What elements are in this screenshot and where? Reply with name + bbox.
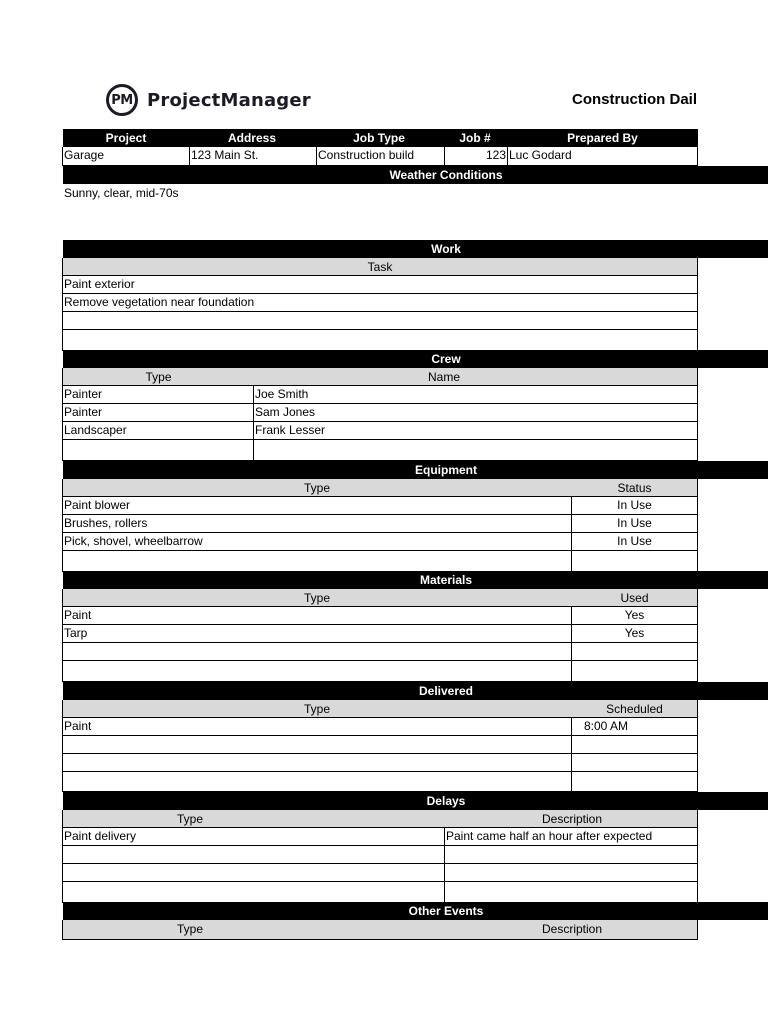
table-row — [62, 533, 698, 551]
weather-text: Sunny, clear, mid-70s — [64, 186, 179, 200]
work-col-task: Task — [367, 260, 393, 274]
delivered-type-cell — [63, 754, 569, 771]
equipment-type-cell — [63, 551, 569, 568]
other-events-heading: Other Events — [408, 904, 484, 918]
delivered-col-scheduled: Scheduled — [606, 702, 663, 716]
table-row — [62, 864, 698, 882]
task-cell — [63, 312, 694, 329]
divider — [571, 772, 572, 792]
divider — [571, 754, 572, 772]
delivered-type-cell — [63, 736, 569, 753]
divider — [571, 718, 572, 736]
equipment-type-cell: Brushes, rollers — [64, 516, 148, 530]
table-row — [62, 661, 698, 682]
crew-heading: Crew — [431, 352, 461, 366]
table-row — [62, 276, 698, 294]
table-row — [62, 515, 698, 533]
delay-description-cell — [445, 864, 698, 881]
delivered-scheduled-cell — [583, 754, 694, 771]
table-row — [62, 772, 698, 792]
table-row — [62, 828, 698, 846]
equipment-column-header — [62, 479, 698, 497]
equipment-heading: Equipment — [415, 463, 477, 477]
table-row — [62, 754, 698, 772]
other-events-header-bar — [63, 902, 768, 920]
material-used-cell: Yes — [624, 608, 645, 622]
equipment-status-cell: In Use — [617, 516, 652, 530]
table-row — [62, 551, 698, 572]
task-cell — [63, 330, 694, 347]
job-number-value: 123 — [485, 148, 506, 162]
equipment-type-cell: Pick, shovel, wheelbarrow — [64, 534, 203, 548]
delays-col-description: Description — [541, 812, 603, 826]
table-row — [62, 440, 698, 461]
material-type-cell: Tarp — [64, 626, 88, 640]
material-type-cell: Paint — [64, 608, 92, 622]
task-cell: Paint exterior — [64, 277, 135, 291]
equipment-status-cell: In Use — [617, 534, 652, 548]
delay-type-cell: Paint delivery — [64, 829, 137, 843]
logo-name: ProjectManager — [147, 89, 311, 111]
delivered-type-cell — [63, 772, 569, 789]
work-header-bar — [63, 240, 768, 258]
materials-heading: Materials — [419, 573, 473, 587]
other-events-column-header — [62, 920, 698, 940]
document-title: Construction Dail — [572, 91, 698, 108]
crew-type-cell — [63, 440, 252, 457]
delivered-type-cell: Paint — [64, 719, 92, 733]
delivered-column-header — [62, 700, 698, 718]
work-column-header — [62, 258, 698, 276]
table-row — [62, 330, 698, 351]
material-used-cell — [572, 661, 697, 678]
crew-name-cell — [254, 440, 695, 457]
summary-col-job-number: Job # — [459, 131, 491, 145]
equipment-status-cell — [572, 551, 697, 568]
address-value: 123 Main St. — [191, 148, 259, 162]
equipment-col-type: Type — [303, 481, 330, 495]
delivered-heading: Delivered — [418, 684, 474, 698]
materials-header-bar — [63, 571, 768, 589]
other-events-col-type: Type — [176, 922, 203, 936]
crew-type-cell: Painter — [64, 387, 103, 401]
weather-heading: Weather Conditions — [389, 168, 503, 182]
delay-type-cell — [63, 864, 442, 881]
weather-header-bar — [63, 166, 768, 184]
crew-name-cell: Frank Lesser — [255, 423, 326, 437]
delays-header-bar — [63, 792, 768, 810]
materials-col-used: Used — [620, 591, 649, 605]
equipment-col-status: Status — [617, 481, 652, 495]
table-row — [62, 736, 698, 754]
table-row — [62, 404, 698, 422]
delay-description-cell — [445, 882, 698, 899]
table-row — [62, 294, 698, 312]
table-row — [62, 422, 698, 440]
equipment-header-bar — [63, 461, 768, 479]
equipment-status-cell: In Use — [617, 498, 652, 512]
delivered-header-bar — [63, 682, 768, 700]
table-row — [62, 846, 698, 864]
crew-col-type: Type — [145, 370, 172, 384]
delay-type-cell — [63, 882, 442, 899]
summary-col-job-type: Job Type — [353, 131, 405, 145]
delays-column-header — [62, 810, 698, 828]
crew-type-cell: Landscaper — [64, 423, 127, 437]
other-events-col-description: Description — [541, 922, 603, 936]
logo — [106, 82, 311, 118]
delays-heading: Delays — [426, 794, 466, 808]
material-type-cell — [63, 643, 569, 660]
work-heading: Work — [431, 242, 461, 256]
delays-col-type: Type — [176, 812, 203, 826]
delay-description-cell — [445, 846, 698, 863]
job-type-value: Construction build — [318, 148, 415, 162]
crew-header-bar — [63, 350, 768, 368]
table-row — [62, 625, 698, 643]
delivered-col-type: Type — [303, 702, 330, 716]
prepared-by-value: Luc Godard — [509, 148, 572, 162]
summary-col-prepared-by: Prepared By — [567, 131, 638, 145]
delay-type-cell — [63, 846, 442, 863]
task-cell: Remove vegetation near foundation — [64, 295, 255, 309]
materials-column-header — [62, 589, 698, 607]
materials-col-type: Type — [303, 591, 330, 605]
crew-name-cell: Sam Jones — [255, 405, 316, 419]
summary-col-project: Project — [105, 131, 147, 145]
table-row — [62, 643, 698, 661]
table-row — [62, 882, 698, 903]
delivered-scheduled-cell: 8:00 AM — [584, 719, 629, 733]
summary-header-bar — [63, 129, 698, 147]
project-value: Garage — [64, 148, 105, 162]
material-used-cell — [572, 643, 697, 660]
crew-col-name: Name — [427, 370, 460, 384]
divider — [571, 736, 572, 754]
crew-type-cell: Painter — [64, 405, 103, 419]
material-type-cell — [63, 661, 569, 678]
summary-values-row — [62, 147, 698, 166]
delivered-scheduled-cell — [583, 772, 694, 789]
delivered-scheduled-cell — [583, 736, 694, 753]
logo-mark: PM — [106, 84, 138, 116]
equipment-type-cell: Paint blower — [64, 498, 131, 512]
summary-col-address: Address — [227, 131, 277, 145]
crew-name-cell: Joe Smith — [255, 387, 309, 401]
table-row — [62, 607, 698, 625]
table-row — [62, 718, 698, 736]
table-row — [62, 497, 698, 515]
material-used-cell: Yes — [624, 626, 645, 640]
table-row — [62, 386, 698, 404]
crew-column-header — [62, 368, 698, 386]
weather-text-area — [63, 185, 698, 240]
delay-description-cell: Paint came half an hour after expected — [446, 829, 653, 843]
table-row — [62, 312, 698, 330]
